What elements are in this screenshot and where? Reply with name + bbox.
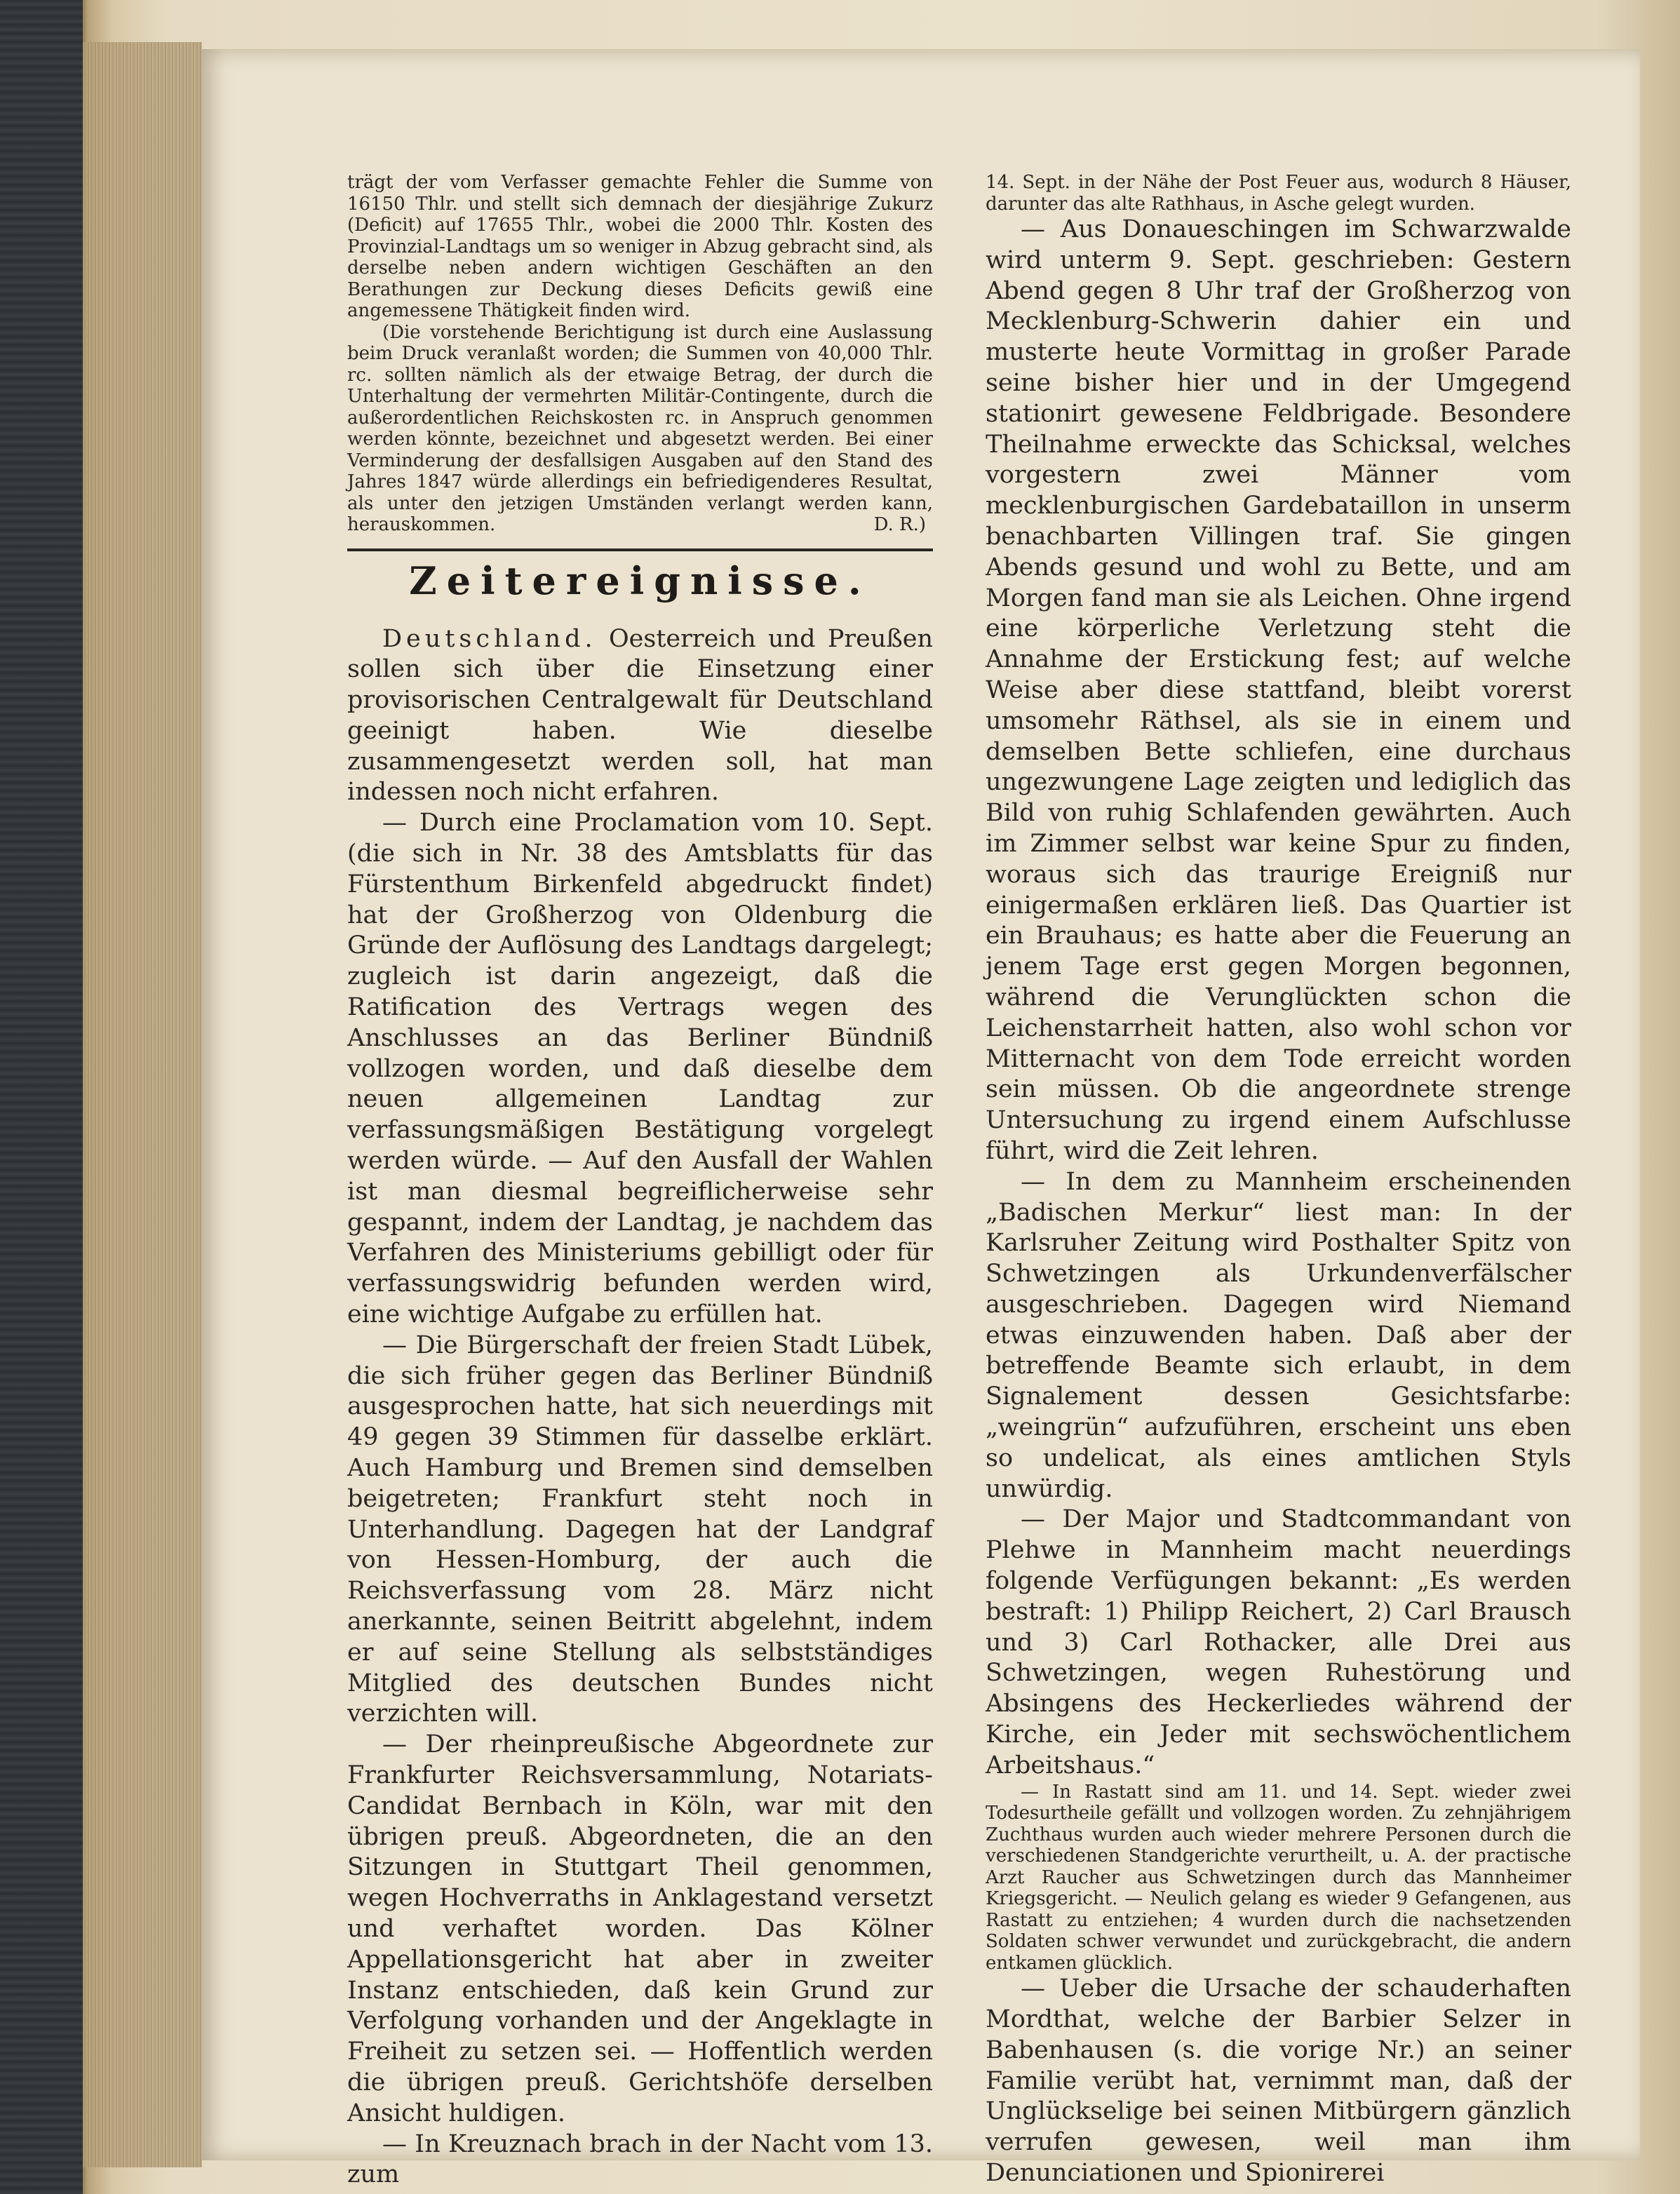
right-paragraph-5: — In Rastatt sind am 11. und 14. Sept. wieder zwei Todesurtheile gefällt und vollzogen worden. Zu zehnjährigem Zuchthaus wurden auch wieder mehrere Personen durch die verschiedenen Standgerichte verurtheilt, u. A. der practische Arzt Raucher aus Schwetzingen durch das Mannheimer Kriegsgericht. — Neulich gelang es wieder 9 Gefangenen, aus Rastatt zu entziehen; 4 wurden durch die nachsetzenden Soldaten schwer verwundet und zurückgebracht, die andern entkamen glücklich. <box>986 1781 1571 1974</box>
correction-signature: D. R.) <box>873 514 926 535</box>
right-paragraph-6: — Ueber die Ursache der schauderhaften Mordthat, welche der Barbier Selzer in Babenhausen (s. die vorige Nr.) an seiner Familie verübt hat, vernimmt man, daß der Unglückselige bei seinen Mitbürgern gänzlich verrufen gewesen, weil man ihm Denunciationen und Spionirerei <box>986 1974 1571 2187</box>
right-paragraph-3: — In dem zu Mannheim erscheinenden „Badischen Merkur“ liest man: In der Karlsruher Zeitung wird Posthalter Spitz von Schwetzingen als Urkundenverfälscher ausgeschrieben. Dagegen wird Niemand etwas einzuwenden haben. Daß aber der betreffende Beamte sich erlaubt, in dem Signalement dessen Gesichtsfarbe: „weingrün“ aufzuführen, erscheint uns eben so undelicat, als eines amtlichen Styls unwürdig. <box>986 1167 1571 1503</box>
left-paragraph-7: — In Kreuznach brach in der Nacht vom 13. zum <box>347 2129 933 2189</box>
right-paragraph-2: — Aus Donaueschingen im Schwarzwalde wird unterm 9. Sept. geschrieben: Gestern Abend gegen 8 Uhr traf der Großherzog von Mecklenburg-Schwerin dahier ein und musterte heute Vormittag in großer Parade seine bisher hier und in der Umgegend stationirt gewesene Feldbrigade. Besondere Theilnahme erweckte das Schicksal, welches vorgestern zwei Männer vom mecklenburgischen Gardebataillon in unserm benachbarten Villingen traf. Sie gingen Abends gesund und wohl zu Bette, und am Morgen fand man sie als Leichen. Ohne irgend eine körperliche Verletzung steht die Annahme der Erstickung fest; auf welche Weise aber diese stattfand, bleibt vorerst umsomehr Räthsel, als sie in einem und demselben Bette schliefen, eine durchaus ungezwungene Lage zeigten und lediglich das Bild von ruhig Schlafenden gewährten. Auch im Zimmer selbst war keine Spur zu finden, woraus sich das traurige Ereigniß nur einigermaßen erklären ließ. Das Quartier ist ein Brauhaus; es hatte aber die Feuerung an jenem Tage erst gegen Morgen begonnen, während die Verunglückten schon die Leichenstarrheit hatten, also wohl schon vor Mitternacht von dem Tode erreicht worden sein müssen. Ob die angeordnete strenge Untersuchung zu irgend einem Aufschlusse führt, wird die Zeit lehren. <box>986 215 1571 1165</box>
left-paragraph-1: trägt der vom Verfasser gemachte Fehler die Summe von 16150 Thlr. und stellt sich demnach der diesjährige Zukurz (Deficit) auf 17655 Thlr., wobei die 2000 Thlr. Kosten des Provinzial-Landtags um so weniger in Abzug gebracht sind, als derselbe neben andern wichtigen Geschäften an den Berathungen zur Deckung dieses Deficits gewiß eine angemessene Thätigkeit finden wird. <box>347 172 933 321</box>
section-divider <box>347 548 933 551</box>
left-paragraph-6: — Der rheinpreußische Abgeordnete zur Frankfurter Reichsversammlung, Notariats-Candidat Bernbach in Köln, war mit den übrigen preuß. Abgeordneten, die an den Sitzungen in Stuttgart Theil genommen, wegen Hochverraths in Anklagestand versetzt und verhaftet worden. Das Kölner Appellationsgericht hat aber in zweiter Instanz entschieden, daß kein Grund zur Verfolgung vorhanden und der Angeklagte in Freiheit zu setzen sei. — Hoffentlich werden die übrigen preuß. Gerichtshöfe derselben Ansicht huldigen. <box>347 1730 933 2127</box>
left-paragraph-4: — Durch eine Proclamation vom 10. Sept. (die sich in Nr. 38 des Amtsblatts für das Fürstenthum Birkenfeld abgedruckt findet) hat der Großherzog von Oldenburg die Gründe der Auflösung des Landtags dargelegt; zugleich ist darin angezeigt, daß die Ratification des Vertrags wegen des Anschlusses an das Berliner Bündniß vollzogen worden, und daß dieselbe dem neuen allgemeinen Landtag zur verfassungsmäßigen Bestätigung vorgelegt werden würde. — Auf den Ausfall der Wahlen ist man diesmal begreiflicherweise sehr gespannt, indem der Landtag, je nachdem das Verfahren des Ministeriums gebilligt oder für verfassungswidrig befunden werden wird, eine wichtige Aufgabe zu erfüllen hat. <box>347 809 933 1329</box>
right-column <box>986 172 1571 2189</box>
correction-note: (Die vorstehende Berichtigung ist durch eine Auslassung beim Druck veranlaßt worden; die Summen von 40,000 Thlr. rc. sollten nämlich als der etwaige Betrag, der durch die Unterhaltung der vermehrten Militär-Contingente, durch die außerordentlichen Reichskosten rc. in Anspruch genommen werden könnte, bezeichnet und abgesetzt werden. Bei einer Verminderung der desfallsigen Ausgaben auf den Stand des Jahres 1847 würde allerdings ein befriedigenderes Resultat, als unter den jetzigen Umständen verlangt werden kann, herauskommen. <box>347 321 933 535</box>
country-heading: Deutschland. <box>382 624 597 653</box>
section-title: Zeitereignisse. <box>409 558 871 603</box>
left-paragraph-3 <box>347 624 933 809</box>
left-paragraph-5: — Die Bürgerschaft der freien Stadt Lübek, die sich früher gegen das Berliner Bündniß ausgesprochen hatte, hat sich neuerdings mit 49 gegen 39 Stimmen für dasselbe erklärt. Auch Hamburg und Bremen sind demselben beigetreten; Frankfurt steht noch in Unterhandlung. Dagegen hat der Landgraf von Hessen-Homburg, der auch die Reichsverfassung vom 28. März nicht anerkannte, seinen Beitritt abgelehnt, indem er auf seine Stellung als selbstständiges Mitglied des deutschen Bundes nicht verzichten will. <box>347 1331 933 1728</box>
right-paragraph-4: — Der Major und Stadtcommandant von Plehwe in Mannheim macht neuerdings folgende Verfügungen bekannt: „Es werden bestraft: 1) Philipp Reichert, 2) Carl Brausch und 3) Carl Rothacker, alle Drei aus Schwetzingen, wegen Ruhestörung und Absingens des Heckerliedes während der Kirche, ein Jeder mit sechswöchentlichem Arbeitshaus.“ <box>986 1505 1571 1779</box>
left-column <box>347 172 933 2190</box>
page-edges <box>83 42 202 2167</box>
book-spine <box>0 0 83 2194</box>
deutschland-text: Oesterreich und Preußen sollen sich über die Einsetzung einer provisorischen Centralgewalt für Deutschland geeinigt haben. Wie dieselbe zusammengesetzt werden soll, hat man indessen noch nicht erfahren. <box>347 624 933 807</box>
left-paragraph-2 <box>347 322 933 536</box>
right-paragraph-1: 14. Sept. in der Nähe der Post Feuer aus, wodurch 8 Häuser, darunter das alte Rathhaus, in Asche gelegt wurden. <box>986 172 1571 215</box>
